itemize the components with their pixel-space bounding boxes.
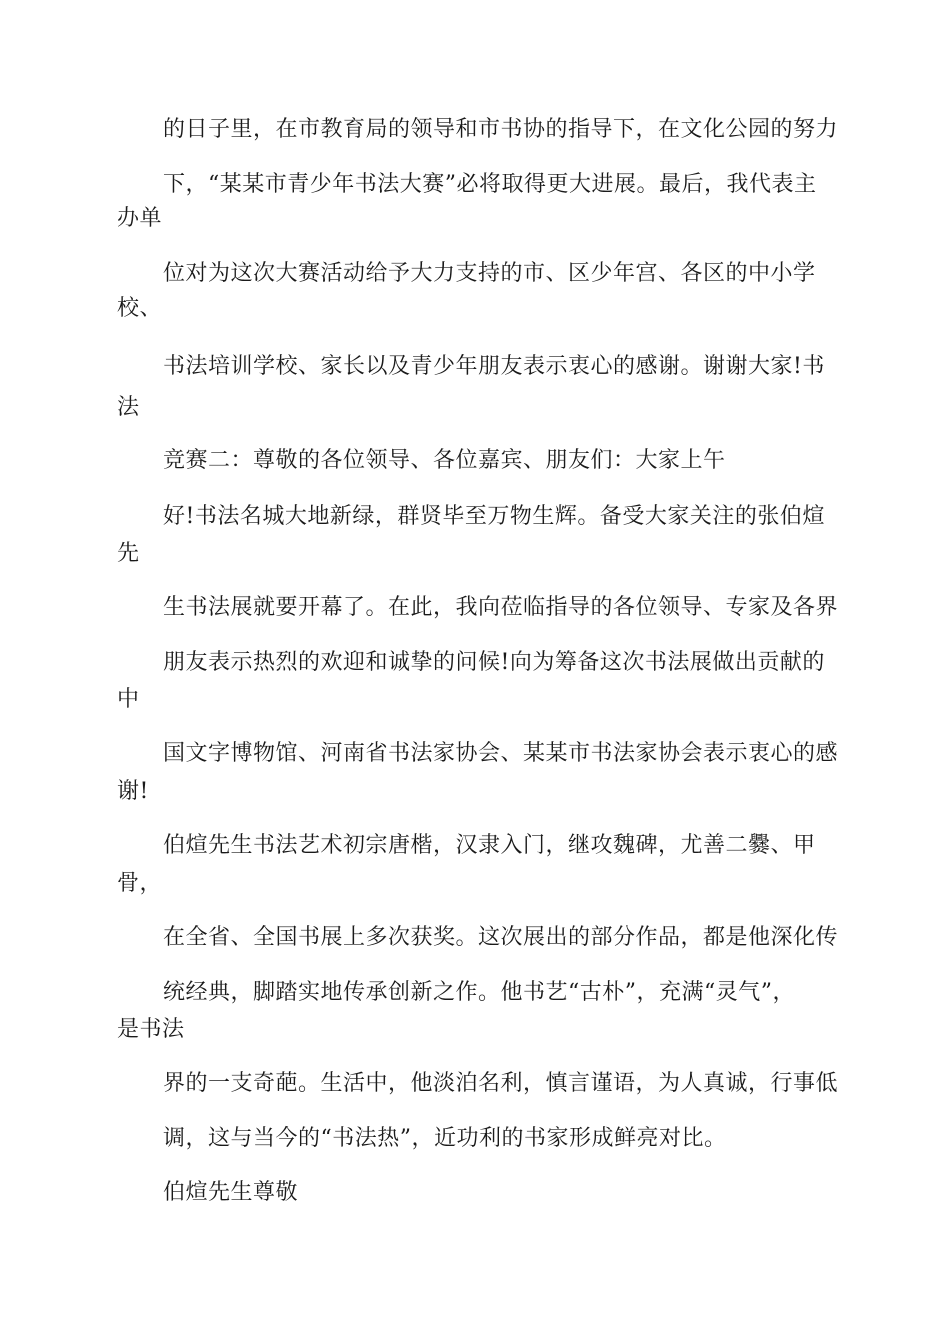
text-line-content: 的日子里，在市教育局的领导和市书协的指导下，在文化公园的努力 — [163, 117, 839, 142]
text-line-content: 调，这与当今的“书法热”，近功利的书家形成鲜亮对比。 — [163, 1126, 727, 1151]
text-line-content: 办单 — [117, 206, 163, 231]
text-line-content: 伯煊先生书法艺术初宗唐楷，汉隶入门，继攻魏碑，尤善二爨、甲 — [163, 833, 816, 858]
text-line-content: 在全省、全国书展上多次获奖。这次展出的部分作品，都是他深化传 — [163, 925, 839, 950]
text-line-content: 骨， — [117, 871, 163, 896]
text-line-content: 好!书法名城大地新绿，群贤毕至万物生辉。备受大家关注的张伯煊 — [163, 504, 825, 529]
text-line-content: 书法培训学校、家长以及青少年朋友表示衷心的感谢。谢谢大家!书 — [163, 354, 825, 379]
text-line-content: 竞赛二：尊敬的各位领导、各位嘉宾、朋友们：大家上午 — [163, 448, 726, 473]
text-line-content: 国文字博物馆、河南省书法家协会、某某市书法家协会表示衷心的感 — [163, 741, 839, 766]
text-line-content: 朋友表示热烈的欢迎和诚挚的问候!向为筹备这次书法展做出贡献的 — [163, 650, 825, 675]
text-line-content: 先 — [117, 541, 140, 566]
text-line-content: 中 — [117, 687, 140, 712]
text-line-content: 下，“某某市青少年书法大赛”必将取得更大进展。最后，我代表主 — [163, 172, 817, 197]
text-line-content: 位对为这次大赛活动给予大力支持的市、区少年宫、各区的中小学 — [163, 261, 816, 286]
text-line-content: 是书法 — [117, 1017, 185, 1042]
text-line-content: 生书法展就要开幕了。在此，我向莅临指导的各位领导、专家及各界 — [163, 595, 839, 620]
text-line-content: 谢! — [117, 779, 149, 804]
text-line-content: 法 — [117, 395, 140, 420]
text-line-content: 界的一支奇葩。生活中，他淡泊名利，慎言谨语，为人真诚，行事低 — [163, 1071, 839, 1096]
text-line-content: 伯煊先生尊敬 — [163, 1180, 299, 1205]
text-line-content: 校、 — [117, 296, 163, 321]
text-line-content: 统经典，脚踏实地传承创新之作。他书艺“古朴”，充满“灵气”， — [163, 980, 795, 1005]
